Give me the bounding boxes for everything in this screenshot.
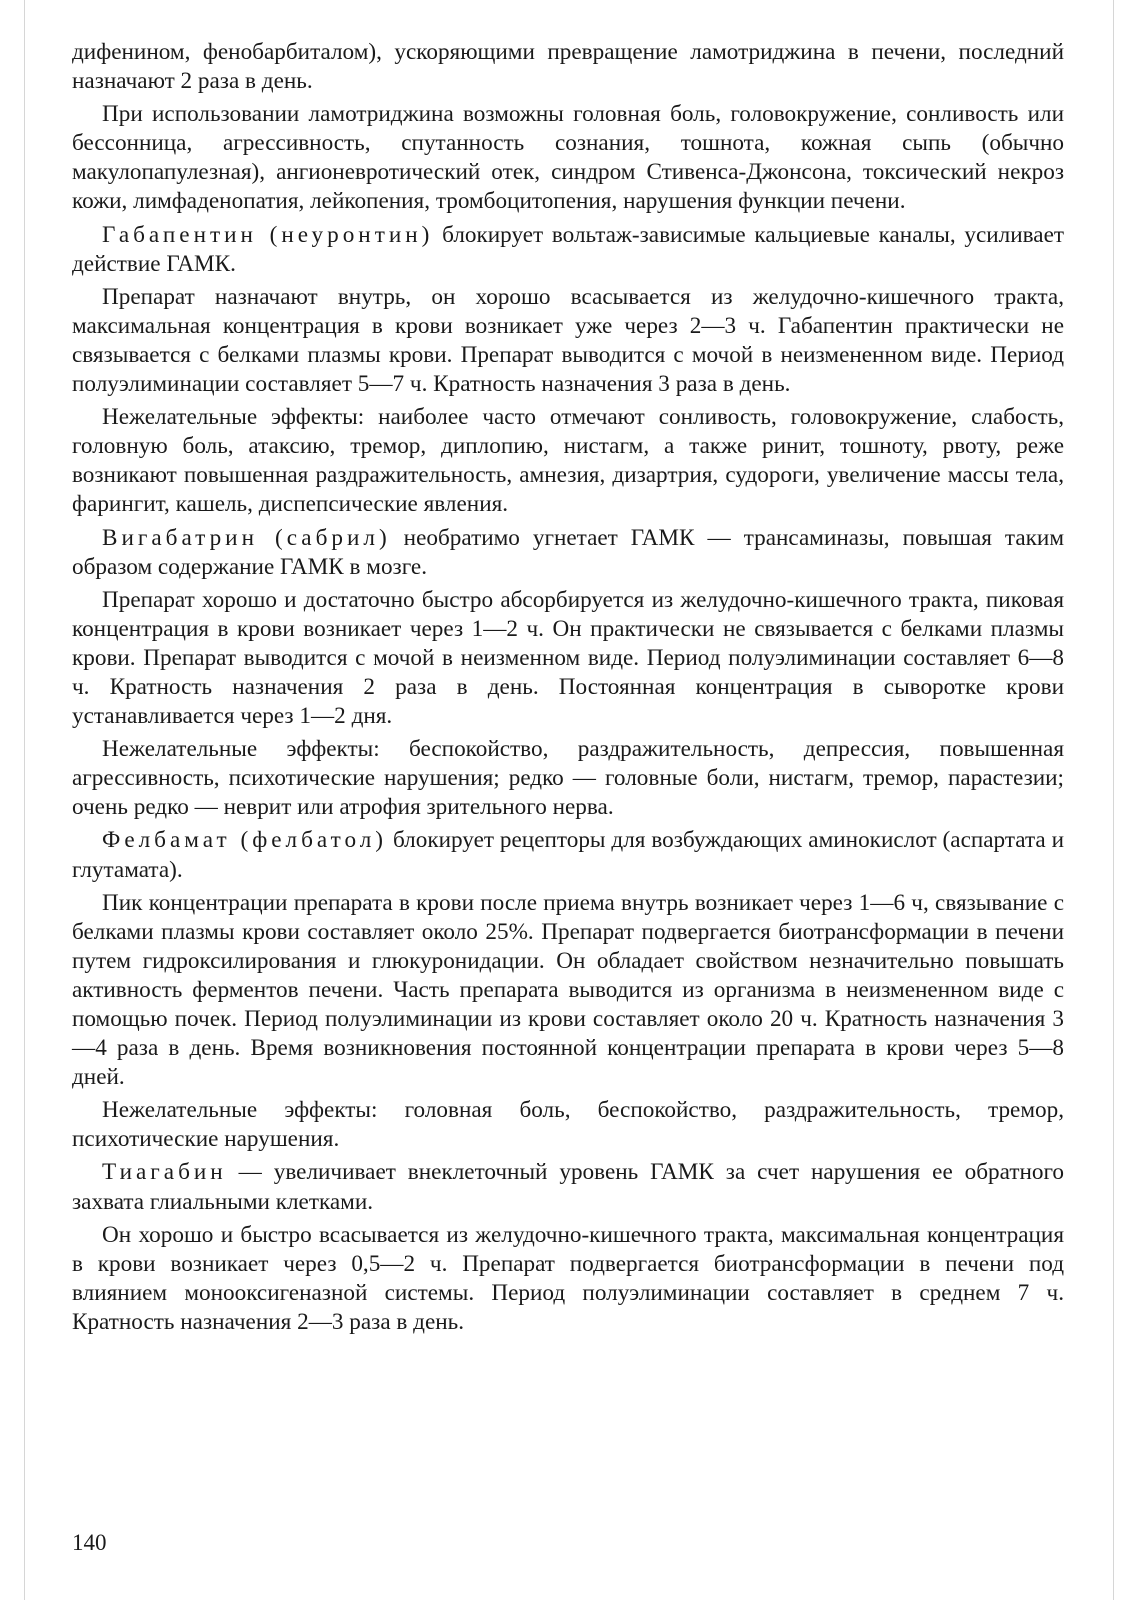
drug-name-felbamate: Фелбамат (фелбатол): [102, 827, 388, 854]
drug-name-tiagabine: Тиагабин: [102, 1159, 227, 1186]
paragraph-text: необратимо угнетает ГАМК — трансаминазы, повышая таким образом содержание ГАМК в мозге.: [72, 524, 1064, 580]
paragraph-text: Нежелательные эффекты: наиболее часто отмечают сонливость, головокружение, слабость, головную боль, атаксию, тремор, диплопию, нистагм, а также ринит, тошноту, рвоту, реже возникают повышенная раздражительность, амнезия, дизартрия, судороги, увеличение массы тела, фарингит, кашель, диспепсические явления.: [72, 404, 1064, 518]
paragraph-felbamate-intro: [72, 826, 1064, 884]
paragraph-vigabatrin-intro: [72, 524, 1064, 582]
paragraph-text: блокирует рецепторы для возбуждающих аминокислот (аспартата и глутамата).: [72, 827, 1064, 883]
paragraph-text: дифенином, фенобарбиталом), ускоряющими превращение ламотриджина в печени, последний назначают 2 раза в день.: [72, 39, 1064, 95]
drug-name-vigabatrin: Вигабатрин (сабрил): [102, 524, 391, 551]
paragraph-text: Нежелательные эффекты: головная боль, беспокойство, раздражительность, тремор, психотические нарушения.: [72, 1097, 1064, 1153]
paragraph-text: Препарат хорошо и достаточно быстро абсорбируется из желудочно-кишечного тракта, пиковая концентрация в крови возникает через 1—2 ч. Он практически не связывается с белками плазмы крови. Препарат выводится с мочой в неизменном виде. Период полуэлиминации составляет 6—8 ч. Кратность назначения 2 раза в день. Постоянная концентрация в сыворотке крови устанавливается через 1—2 дня.: [72, 586, 1064, 730]
paragraph-tiagabine-intro: [72, 1158, 1064, 1216]
paragraph-gabapentin-pharmacokinetics: [72, 283, 1064, 399]
paragraph-text: блокирует вольтаж-зависимые кальциевые каналы, усиливает действие ГАМК.: [72, 221, 1064, 277]
paragraph-felbamate-effects: [72, 1096, 1064, 1154]
paragraph-text: При использовании ламотриджина возможны головная боль, головокружение, сонливость или бессонница, агрессивность, спутанность сознания, тошнота, кожная сыпь (обычно макулопапулезная), ангионевротический отек, синдром Стивенса-Джонсона, токсический некроз кожи, лимфаденопатия, лейкопения, тромбоцитопения, нарушения функции печени.: [72, 101, 1064, 215]
body-text: [72, 38, 1064, 1341]
paragraph-text: Препарат назначают внутрь, он хорошо всасывается из желудочно-кишечного тракта, максимальная концентрация в крови возникает уже через 2—3 ч. Габапентин практически не связывается с белками плазмы крови. Препарат выводится с мочой в неизмененном виде. Период полуэлиминации составляет 5—7 ч. Кратность назначения 3 раза в день.: [72, 283, 1064, 398]
book-page: [24, 0, 1114, 1600]
paragraph-text: Пик концентрации препарата в крови после приема внутрь возникает через 1—6 ч, связывание с белками плазмы крови составляет около 25%. Препарат подвергается биотрансформации в печени путем гидроксилирования и глюкуронидации. Он обладает свойством незначительно повышать активность ферментов печени. Часть препарата выводится из организма в неизмененном виде с помощью почек. Период полуэлиминации из крови составляет около 20 ч. Кратность назначения 3—4 раза в день. Время возникновения постоянной концентрации препарата в крови через 5—8 дней.: [72, 889, 1064, 1091]
drug-name-gabapentin: Габапентин (неуронтин): [102, 221, 434, 248]
paragraph-gabapentin-effects: [72, 403, 1064, 519]
paragraph-text: Нежелательные эффекты: беспокойство, раздражительность, депрессия, повышенная агрессивность, психотические нарушения; редко — головные боли, нистагм, тремор, парастезии; очень редко — неврит или атрофия зрительного нерва.: [72, 736, 1064, 821]
paragraph-lamotrigine-interactions: [72, 38, 1064, 96]
paragraph-tiagabine-pharmacokinetics: [72, 1221, 1064, 1337]
paragraph-text: Он хорошо и быстро всасывается из желудочно-кишечного тракта, максимальная концентрация в крови возникает через 0,5—2 ч. Препарат подвергается биотрансформации в печени под влиянием монооксигеназной системы. Период полуэлиминации составляет в среднем 7 ч. Кратность назначения 2—3 раза в день.: [72, 1221, 1064, 1335]
paragraph-gabapentin-intro: [72, 221, 1064, 279]
paragraph-felbamate-pharmacokinetics: [72, 889, 1064, 1093]
paragraph-lamotrigine-effects: [72, 100, 1064, 216]
paragraph-text: — увеличивает внеклеточный уровень ГАМК за счет нарушения ее обратного захвата глиальными клетками.: [72, 1159, 1064, 1215]
paragraph-vigabatrin-effects: [72, 735, 1064, 822]
paragraph-vigabatrin-pharmacokinetics: [72, 586, 1064, 731]
page-number: 140: [72, 1530, 107, 1555]
